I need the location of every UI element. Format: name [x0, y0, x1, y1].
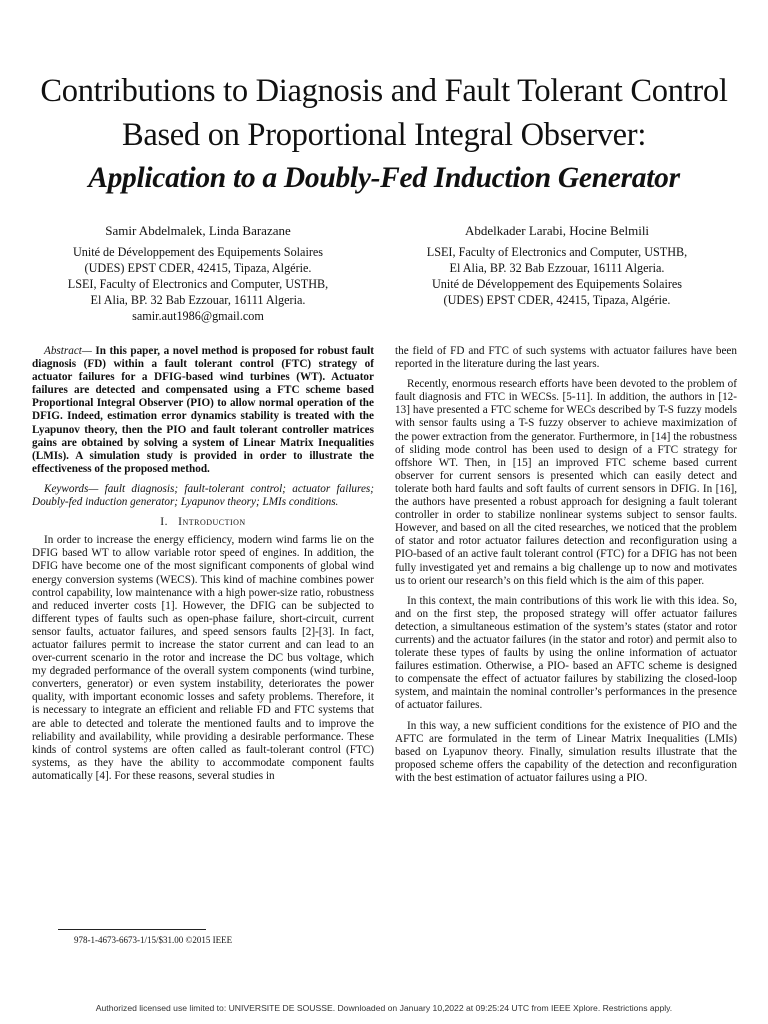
author-block-left	[18, 223, 378, 325]
affiliation-line: Unité de Développement des Equipements Solaires	[431, 277, 683, 292]
affiliation-line: LSEI, Faculty of Electronics and Computer, USTHB,	[426, 245, 688, 260]
paragraph: In this way, a new sufficient conditions for the existence of PIO and the AFTC are formulated in the term of Linear Matrix Inequalities (LMIs) based on Lyapunov theory. Finally, simulation results illustrate that the proposed scheme offers the capability of the detection and reconfiguration with the best estimation of actuator failures using a PIO.	[395, 719, 737, 784]
keywords-text: fault diagnosis; fault-tolerant control; actuator failures; Doubly-fed induction generator; Lyapunov theory; LMIs conditions.	[32, 482, 374, 509]
author-names: Samir Abdelmalek, Linda Barazane	[105, 223, 291, 238]
abstract-label: Abstract—	[44, 345, 92, 357]
paragraph: In this context, the main contributions of this work lie with this idea. So, and on the first step, the proposed strategy will offer actuator failures detection, a simultaneous estimation of the system’s states (stator and rotor currents) and the actuator failures (in the stator and rotor) and permit also to tolerate these types of faults by using the online information of actuator failures estimation. Otherwise, a PIO- based an AFTC scheme is designed to compensate the effect of actuator failures by stabilizing the closed-loop system, and maintain the nominal controller’s performances in the presence of actuator failures.	[395, 594, 737, 712]
author-block-right	[377, 223, 737, 308]
right-column	[395, 345, 737, 792]
footnote-divider	[58, 929, 206, 930]
title-line-2: Based on Proportional Integral Observer:	[121, 117, 647, 153]
affiliation-line: El Alia, BP. 32 Bab Ezzouar, 16111 Algeria.	[449, 261, 665, 276]
affiliation-line: (UDES) EPST CDER, 42415, Tipaza, Algérie.	[84, 261, 312, 276]
author-email: samir.aut1986@gmail.com	[132, 309, 264, 324]
license-footer: Authorized licensed use limited to: UNIVERSITE DE SOUSSE. Downloaded on January 10,2022 at 09:25:24 UTC from IEEE Xplore. Restrictions apply.	[95, 1003, 673, 1013]
affiliation-line: El Alia, BP. 32 Bab Ezzouar, 16111 Algeria.	[90, 293, 306, 308]
left-column	[32, 345, 374, 790]
abstract-text: In this paper, a novel method is proposed for robust fault diagnosis (FD) within a fault tolerant control (FTC) strategy of actuator failures for a DFIG-based wind turbines (WT). Actuator failures are detected and compensated using a FTC scheme based Proportional Integral Observer (PIO) to allow normal operation of the DFIG. Indeed, estimation error dynamics stability is treated with the Lyapunov theory, then the PIO and fault tolerant controller matrices gains are obtained by solving a system of Linear Matrix Inequalities (LMIs). A simulation study is provided in order to illustrate the effectiveness of the proposed method.	[32, 345, 374, 475]
paragraph: the field of FD and FTC of such systems with actuator failures have been reported in the literature during the last years.	[395, 345, 737, 371]
author-names: Abdelkader Larabi, Hocine Belmili	[464, 223, 650, 238]
keywords	[32, 483, 374, 509]
section-title: Introduction	[178, 516, 246, 529]
section-numeral: I.	[160, 516, 168, 529]
title-line-1: Contributions to Diagnosis and Fault Tolerant Control	[40, 73, 728, 109]
keywords-label: Keywords—	[44, 482, 99, 495]
affiliation-line: LSEI, Faculty of Electronics and Computer, USTHB,	[67, 277, 329, 292]
title-line-3: Application to a Doubly-Fed Induction Generator	[88, 162, 680, 194]
affiliation-line: Unité de Développement des Equipements Solaires	[72, 245, 324, 260]
affiliation-line: (UDES) EPST CDER, 42415, Tipaza, Algérie.	[443, 293, 671, 308]
copyright-footnote: 978-1-4673-6673-1/15/$31.00 ©2015 IEEE	[74, 935, 233, 945]
abstract	[32, 345, 374, 476]
section-heading	[32, 516, 374, 529]
paragraph: In order to increase the energy efficiency, modern wind farms lie on the DFIG based WT to allow variable rotor speed of engines. In addition, the DFIG have become one of the most significant components of global wind energy conversion systems (WECS). This kind of machine combines power control capability, low maintenance with a high power-size ratio, robustness and reduced inverter costs [1]. However, the DFIG can be subjected to different types of faults such as open-phase failure, short-circuit, current sensor faults, actuator failures, and speed sensors faults [2]-[3]. In fact, actuator failures permit to increase the stator current and can lead to an over-current scenario in the rotor and increase the DC bus voltage, which my degraded performance of the overall system components (wind turbine, converters, generator) or even system instability, deteriorates the power quality, with important economic losses and safety problems. Therefore, it is necessary to integrate an efficient and reliable FD and FTC systems that are able to detected and tolerate the mentioned faults and to improve the reliability and availability, while providing a desirable performance. These kinds of control systems are often called as fault-tolerant control (FTC) systems, as they have the ability to accommodate component faults automatically [4]. For these reasons, several studies in	[32, 534, 374, 782]
paragraph: Recently, enormous research efforts have been devoted to the problem of fault diagnosis and FTC in WECSs. [5-11]. In addition, the authors in [12-13] have presented a FTC scheme for WECs described by T-S fuzzy models with sensor faults using a T-S fuzzy observer to achieve maximization of the power extraction from the generator. Furthermore, in [14] the robustness of sliding mode control has been used to design of a FTC strategy for offshore WT. Then, in [15] an improved FTC scheme based current observer for current sensors is presented which can easily detect and tolerate both hard faults and soft faults of current sensors in DFIG. In [16], the authors have presented a robust approach for designing a fault tolerant controller in order to stabilize nonlinear systems subject to sensor faults. However, and based on all the cited researches, we noticed that the problem of stator and rotor actuator failures detection and reconfiguration using a PIO-based of an active fault tolerant control (FTC) for a DFIG has not been fully investigated yet and remains a big challenge up to now and motivates us to orient our research’s on this field which is the aim of this paper.	[395, 378, 737, 587]
